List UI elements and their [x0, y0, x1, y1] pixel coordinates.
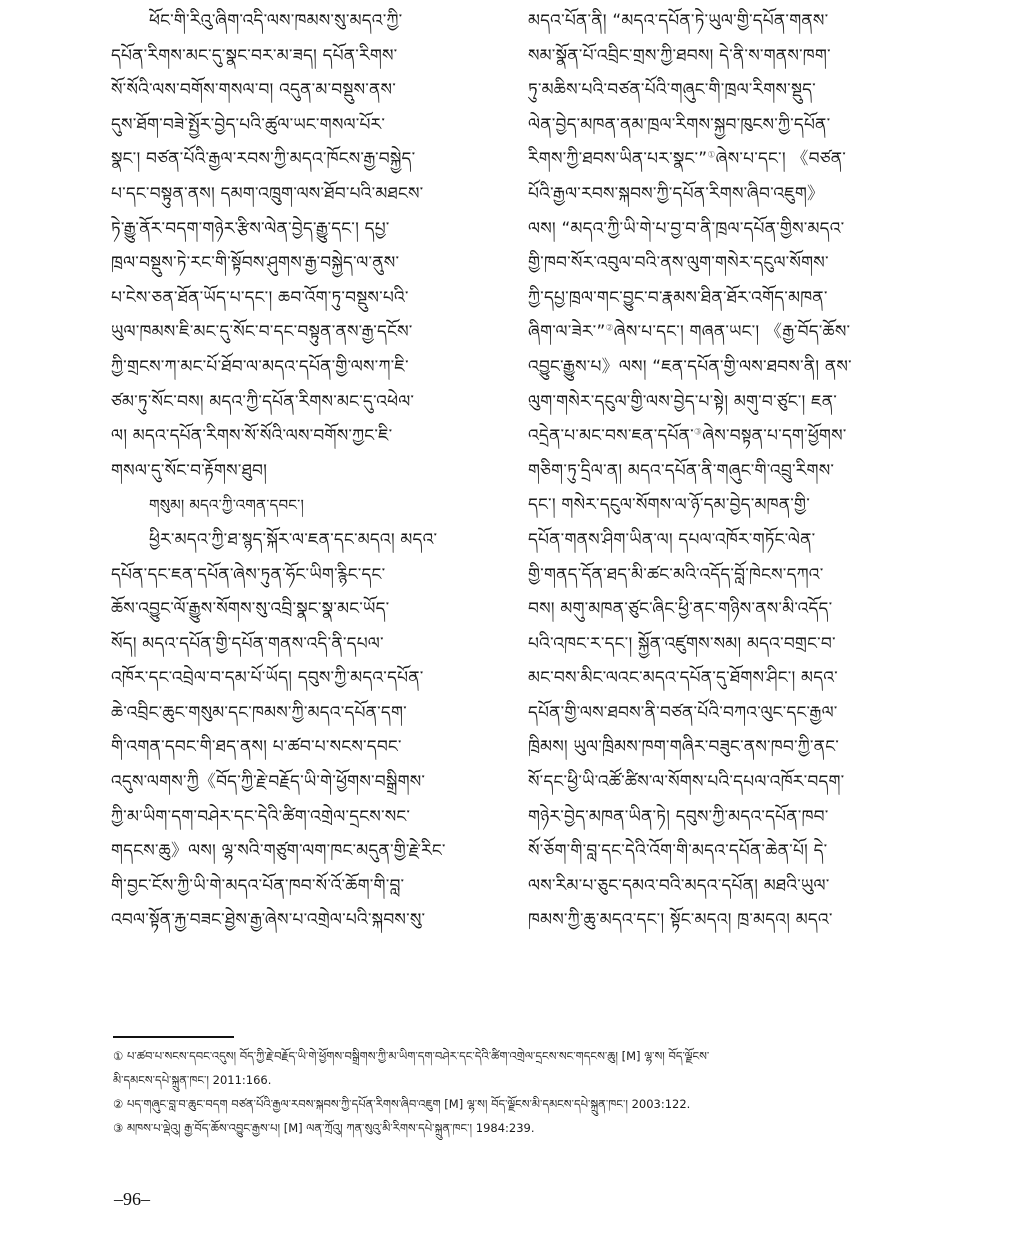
body-line: ཡུལ་ཁམས་ཇི་མང་དུ་སོང་བ་དང་བསྟུན་ནས་རྒྱ་དངོས་	[111, 322, 413, 343]
body-line: སོ་ཅོག་གི་བླ་དང་དེའི་འོག་གི་མདའ་དཔོན་ཆེན་པོ། དེ་	[528, 841, 828, 862]
footnote-separator	[113, 1036, 234, 1038]
body-line: པོའི་རྒྱལ་རབས་སྐབས་ཀྱི་དཔོན་རིགས་ཞིབ་འཇུག》	[528, 183, 825, 204]
right-column	[528, 4, 928, 938]
body-line: ལུག་གསེར་དངུལ་གྱི་ལས་བྱེད་པ་སྟེ། མགུ་བ་ཙུང་། ཇན་	[528, 391, 838, 412]
body-line: ཁྲལ་བསྡུས་ཏེ་རང་གི་སྟོབས་ཤུགས་རྒྱ་བསྐྱེད་ལ་ནུས་	[111, 253, 400, 274]
body-line: གྱི་གནད་དོན་ཐད་མི་ཚང་མའི་འདོད་བློ་ཁེངས་དཀའ་	[528, 564, 824, 585]
body-text: ཞེས་པ་དང་། 《བཙན་	[715, 149, 847, 170]
body-line	[528, 315, 928, 350]
body-line: གདངས་ཆུ》ལས། ལྷ་སའི་གཙུག་ལག་ཁང་མདུན་གྱི་རྗེ་རིང་	[111, 841, 446, 862]
footnote-3	[113, 1116, 913, 1140]
left-column	[111, 4, 511, 938]
page-number: –96–	[114, 1189, 150, 1209]
body-line: ཏུ་མཆིས་པའི་བཙན་པོའི་གཞུང་གི་ཁྲལ་རིགས་སྡུད་	[528, 80, 816, 101]
footnote-marker-2[interactable]: ②	[605, 323, 614, 334]
body-text: འདྲེན་པ་མང་བས་ཇན་དཔོན་	[528, 426, 694, 447]
body-line: ལ། མདའ་དཔོན་རིགས་སོ་སོའི་ལས་བགོས་ཀྱང་ཇི་	[111, 426, 393, 447]
body-line: བས། མགུ་མཁན་ཙུང་ཞིང་ཕྱི་ནང་གཉིས་ནས་མི་འདོད་	[528, 599, 833, 620]
footnote-marker: ①	[113, 1049, 124, 1063]
body-line: ལེན་བྱེད་མཁན་ནམ་ཁྲལ་རིགས་སྐྱབ་ཁུངས་ཀྱི་དཔོན་	[528, 114, 831, 135]
body-line: གྱི་ཁབ་སོར་འབུལ་བའི་ནས་ལུག་གསེར་དངུལ་སོགས་	[528, 253, 829, 274]
body-line: ལས། “མདའ་ཀྱི་ཡི་གེ་པ་བྱ་བ་ནི་ཁྲལ་དཔོན་གྱིས་མདའ་	[528, 218, 845, 239]
body-line: ཀྱི་མ་ཡིག་དག་བཤེར་དང་དེའི་ཚིག་འགྲེལ་དྲངས་སང་	[111, 806, 411, 827]
body-line: གསལ་དུ་སོང་བ་རྟོགས་ཐུབ།	[111, 460, 268, 481]
body-line: ཀྱི་དཔྱ་ཁྲལ་གང་བྱུང་བ་རྣམས་ཐིན་ཐོར་འགོད་མཁན་	[528, 287, 828, 308]
body-text: ཞེས་བསྟན་པ་དག་ཕྱོགས་	[702, 426, 847, 447]
body-text: ཞིག་ལ་ཟེར་”	[528, 322, 606, 343]
body-line: མང་བས་མིང་ལའང་མདའ་དཔོན་དུ་ཐོགས་ཤིང་། མདའ་	[528, 668, 838, 689]
body-line: དཔོན་དང་ཇན་དཔོན་ཞེས་ཏུན་ཧོང་ཡིག་རྙིང་དང་	[111, 564, 386, 585]
body-line: ཕོང་གི་རིའུ་ཞིག་འདི་ལས་ཁམས་སུ་མདའ་ཀྱི་	[149, 11, 403, 31]
body-line: ཁམས་ཀྱི་ཆུ་མདའ་དང་། སྟོང་མདའ། ཁྲ་མདའ། མདའ་	[528, 910, 833, 931]
footnotes	[113, 1044, 913, 1140]
body-line: ཁྲིམས། ཡུལ་ཁྲིམས་ཁག་གཞིར་བཟུང་ནས་ཁབ་ཀྱི་ནང་	[528, 737, 839, 758]
body-line: ཀྱི་གྲངས་ཀ་མང་པོ་ཐོབ་ལ་མདའ་དཔོན་གྱི་ལས་ཀ་ཇི་	[111, 356, 409, 377]
body-line: ལས་རིམ་པ་ཅུང་དམའ་བའི་མདའ་དཔོན། མཐའི་ཡུལ་	[528, 875, 830, 896]
body-line	[528, 142, 928, 177]
body-line: དང་། གསེར་དངུལ་སོགས་ལ་ཉོ་དམ་བྱེད་མཁན་གྱི་	[528, 495, 810, 516]
body-line: ཏེ་རྒྱུ་ནོར་བདག་གཉེར་རྩིས་ལེན་བྱེད་རྒྱུ་དང་། དཔྱ་	[111, 218, 390, 239]
body-line: ཕྱིར་མདའ་ཀྱི་ཐ་སྙད་སྐོར་ལ་ཇན་དང་མདའ། མདའ་	[149, 529, 438, 550]
footnote-2	[113, 1092, 913, 1116]
body-line: དཔོན་རིགས་མང་དུ་སྣང་བར་མ་ཟད། དཔོན་རིགས་	[111, 45, 398, 66]
body-line: ཆོས་འབྱུང་ལོ་རྒྱུས་སོགས་སུ་འབྲི་སྣང་སྣ་མང་ཡོད་	[111, 599, 390, 620]
footnote-marker: ②	[113, 1097, 124, 1111]
body-line: འབྱུང་རྒྱུས་པ》ལས། “ཇན་དཔོན་གྱི་ལས་ཐབས་ནི། ནས་	[528, 356, 852, 377]
footnote-marker-3[interactable]: ③	[693, 427, 703, 438]
body-line: གི་བྱང་ངོས་ཀྱི་ཡི་གེ་མདའ་པོན་ཁབ་སོ་འོ་ཆོག་གི་བླ་	[111, 875, 405, 896]
footnote-text: མཁས་པ་ལྡེའུ། རྒྱ་བོད་ཆོས་འབྱུང་རྒྱས་པ། [M] ལན་ཀྲོའུ། ཀན་སུའུ་མི་རིགས་དཔེ་སྐྲུན་ཁང་། 1984:239.	[126, 1121, 535, 1135]
body-line: གཅིག་ཏུ་དྲིལ་ན། མདའ་དཔོན་ནི་གཞུང་གི་འབྲུ་རིགས་	[528, 460, 835, 481]
body-text: རིགས་ཀྱི་ཐབས་ཡིན་པར་སྣང་”	[528, 149, 708, 170]
body-line: གཉེར་བྱེད་མཁན་ཡིན་ཏེ། དབུས་ཀྱི་མདའ་དཔོན་ཁབ་	[528, 806, 829, 827]
body-line: སམ་སྣོན་པོ་འབྲིང་གྲས་ཀྱི་ཐབས། དེ་ནི་ས་གནས་ཁག་	[528, 45, 831, 66]
footnote-marker-1[interactable]: ①	[707, 150, 716, 161]
body-line: འདུས་ལགས་ཀྱི《བོད་ཀྱི་རྗེ་བརྗོད་ཡི་གེ་ཕྱོགས་བསྒྲིགས་	[111, 772, 426, 793]
body-text: ཞེས་པ་དང་། གཞན་ཡང་། 《རྒྱ་བོད་ཆོས་	[613, 322, 851, 343]
body-line: དུས་ཐོག་བཟེ་སྤྱོར་བྱེད་པའི་ཚུལ་ཡང་གསལ་པོར་	[111, 114, 386, 135]
body-line: པ་ངེས་ཅན་ཐོན་ཡོད་པ་དང་། ཆབ་འོག་ཏུ་བསྡུས་པའི་	[111, 287, 409, 308]
body-line: གི་འགན་དབང་གི་ཐད་ནས། པ་ཚབ་པ་སངས་དབང་	[111, 737, 402, 758]
footnote-1-continuation: མི་དམངས་དཔེ་སྐྲུན་ཁང་། 2011:166.	[113, 1073, 272, 1087]
body-line: ཙམ་ཏུ་སོང་བས། མདའ་ཀྱི་དཔོན་རིགས་མང་དུ་འཕེལ་	[111, 391, 415, 412]
body-line	[528, 419, 928, 454]
section-heading: གསུམ། མདའ་ཀྱི་འགན་དབང་།	[149, 496, 304, 515]
footnote-text: པ་ཚབ་པ་སངས་དབང་འདུས། བོད་ཀྱི་རྗེ་བརྗོད་ཡི་གེ་ཕྱོགས་བསྒྲིགས་ཀྱི་མ་ཡིག་དག་བཤེར་དང་དེའི་ཚིག་འགྲེལ་དྲངས་སང་གདངས་ཆུ། [M] ལྷ་ས། བོད་ལྗོངས་	[126, 1049, 710, 1063]
body-line: དཔོན་གནས་ཤིག་ཡིན་ལ། དཔལ་འཁོར་གཏོང་ལེན་	[528, 529, 816, 550]
body-line: པ་དང་བསྟུན་ནས། དམག་འཁྲུག་ལས་ཐོབ་པའི་མཐངས་	[111, 183, 424, 204]
footnote-1	[113, 1044, 913, 1068]
footnote-marker: ③	[113, 1121, 124, 1135]
footnote-text: པད་གཞུང་བླ་བ་ཆུང་བདག བཙན་པོའི་རྒྱལ་རབས་སྐབས་ཀྱི་དཔོན་རིགས་ཞིབ་འཇུག [M] ལྷ་ས། བོད་ལྗོངས་མི་དམངས་དཔེ་སྐྲུན་ཁང་། 2003:122.	[126, 1097, 691, 1111]
body-line: ཆེ་འབྲིང་ཆུང་གསུམ་དང་ཁམས་ཀྱི་མདའ་དཔོན་དག་	[111, 702, 407, 723]
body-line: པའི་འཁང་ར་དང་། སྐྱོན་འཛུགས་སམ། མདའ་བགྲང་བ་	[528, 633, 836, 654]
body-line: སོ་དང་ཕྱི་ཡི་འཚོ་ཚིས་ལ་སོགས་པའི་དཔལ་འཁོར་བདག་	[528, 772, 845, 793]
body-line: དཔོན་གྱི་ལས་ཐབས་ནི་བཙན་པོའི་བཀའ་ལུང་དང་རྒྱལ་	[528, 702, 838, 723]
body-line: མདའ་པོན་ནི། “མདའ་དཔོན་ཏེ་ཡུལ་གྱི་དཔོན་གནས་	[528, 11, 829, 31]
body-line: སོད། མདའ་དཔོན་གྱི་དཔོན་གནས་འདི་ནི་དཔལ་	[111, 633, 384, 654]
body-line: སྣང་། བཙན་པོའི་རྒྱལ་རབས་ཀྱི་མདའ་ཁོངས་རྒྱ་བསྐྱེད་	[111, 149, 416, 170]
body-line: འབལ་སྟོན་རྐྱ་བཟང་ཐྱེས་རྒྱ་ཞེས་པ་འགྲེལ་པའི་སྐབས་སུ་	[111, 910, 426, 931]
body-line: སོ་སོའི་ལས་བགོས་གསལ་བ། འདུན་མ་བསྡུས་ནས་	[111, 80, 396, 101]
body-line: འཁོར་དང་འབྲེལ་བ་དམ་པོ་ཡོད། དབུས་ཀྱི་མདའ་དཔོན་	[111, 668, 424, 689]
